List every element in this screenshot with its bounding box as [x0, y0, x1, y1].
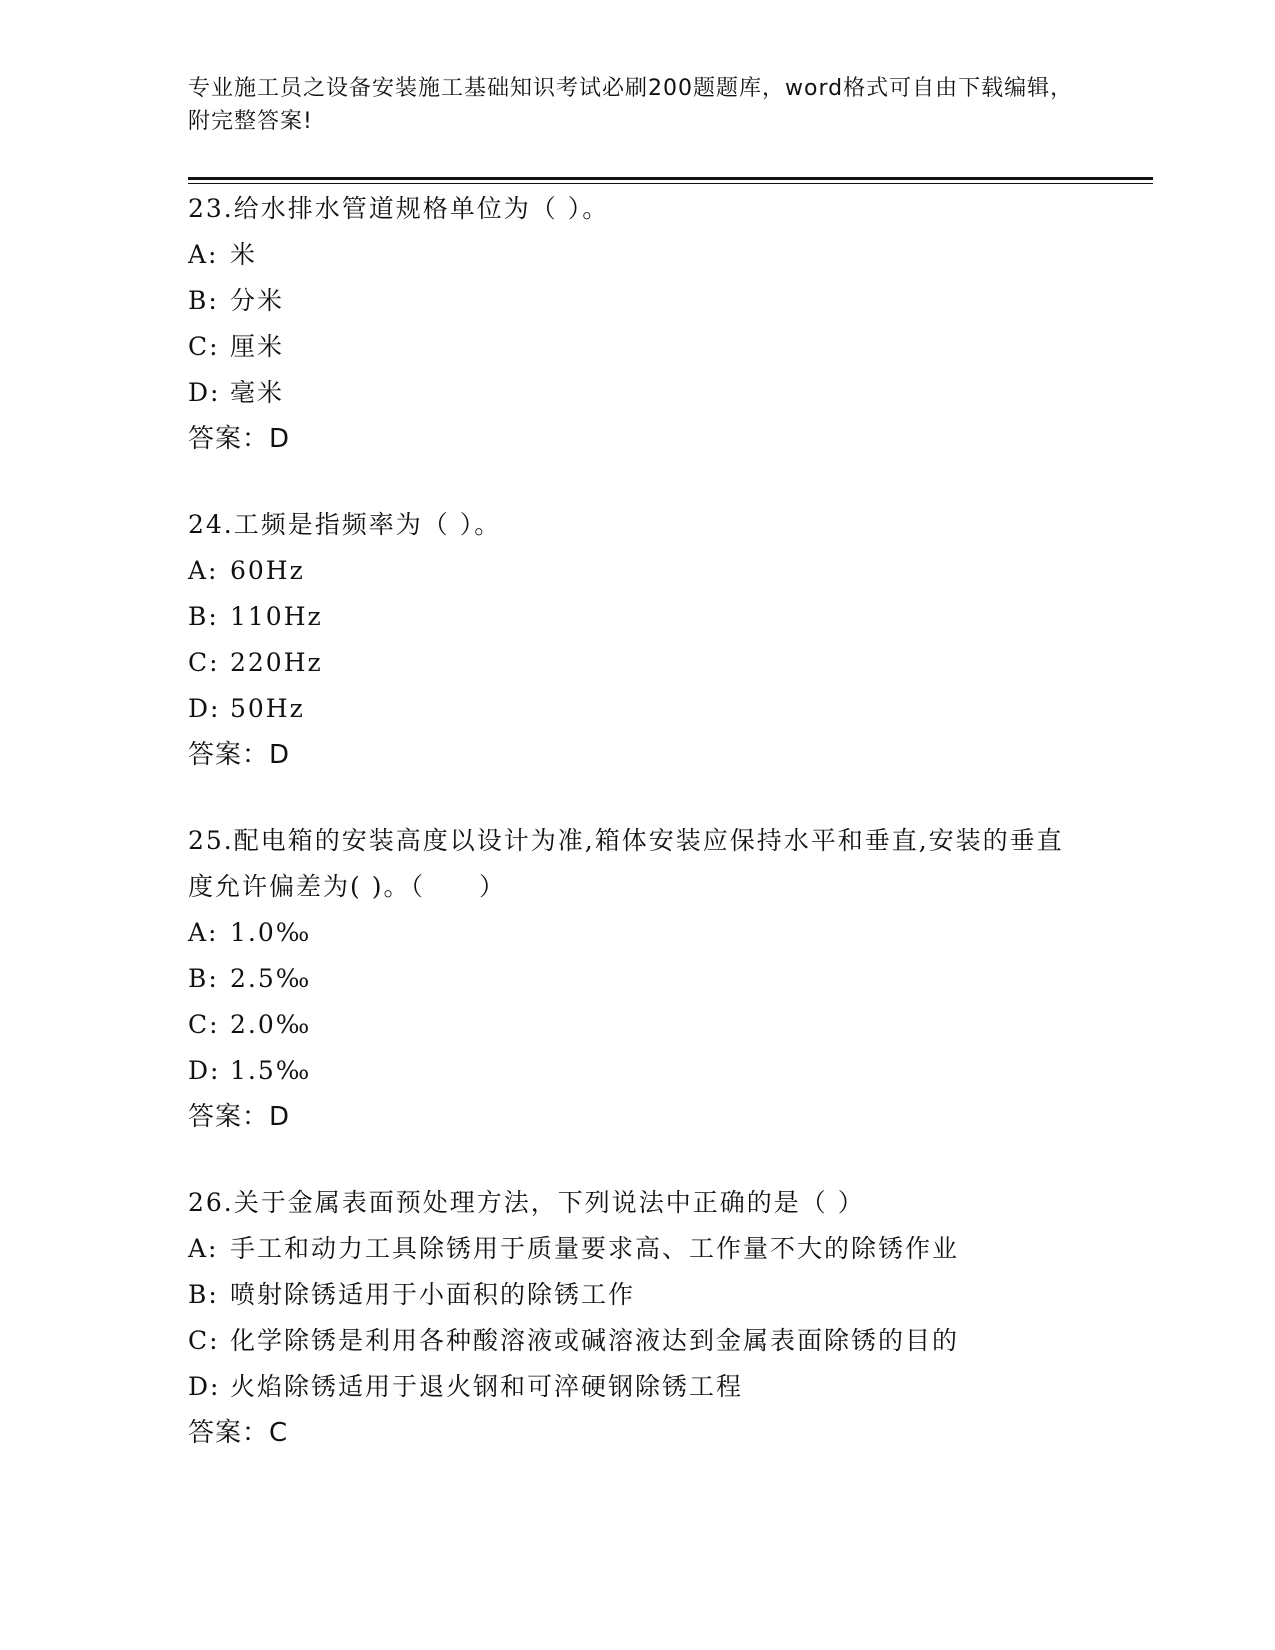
option-c [188, 640, 1088, 686]
option-letter: A: [188, 1234, 219, 1263]
option-letter: B: [188, 1280, 219, 1309]
option-letter: B: [188, 602, 219, 631]
option-text: 米 [230, 240, 258, 269]
option-letter: D: [188, 694, 221, 723]
option-letter: C: [188, 1326, 220, 1355]
option-letter: B: [188, 286, 219, 315]
answer-line: 答案：D [188, 424, 291, 454]
option-letter: D: [188, 1056, 221, 1085]
question-text: 24.工频是指频率为（ ）。 [188, 510, 502, 539]
option-letter: A: [188, 556, 219, 585]
option-letter: B: [188, 964, 219, 993]
question-24 [188, 502, 1088, 778]
option-a [188, 232, 1088, 278]
document-title: 专业施工员之设备安装施工基础知识考试必刷200题题库，word格式可自由下载编辑，附完整答案! [188, 76, 1074, 134]
option-text: 化学除锈是利用各种酸溶液或碱溶液达到金属表面除锈的目的 [230, 1326, 960, 1355]
option-letter: A: [188, 918, 219, 947]
question-text: 25.配电箱的安装高度以设计为准,箱体安装应保持水平和垂直,安装的垂直度允许偏差为( )。（ ） [188, 826, 1064, 901]
option-text: 1.0‰ [230, 918, 312, 947]
question-23 [188, 186, 1088, 462]
answer-line: 答案：D [188, 1102, 291, 1132]
option-text: 毫米 [230, 378, 285, 407]
option-text: 220Hz [230, 648, 323, 677]
option-letter: C: [188, 1010, 220, 1039]
option-text: 手工和动力工具除锈用于质量要求高、工作量不大的除锈作业 [230, 1234, 960, 1263]
option-b [188, 594, 1088, 640]
header-divider-thin [188, 183, 1153, 184]
option-a [188, 910, 1088, 956]
option-text: 喷射除锈适用于小面积的除锈工作 [230, 1280, 636, 1309]
option-letter: D: [188, 1372, 221, 1401]
option-letter: A: [188, 240, 219, 269]
option-letter: C: [188, 648, 220, 677]
option-text: 厘米 [230, 332, 285, 361]
option-c [188, 324, 1088, 370]
question-text: 26.关于金属表面预处理方法，下列说法中正确的是（ ） [188, 1188, 865, 1217]
option-d [188, 686, 1088, 732]
option-a [188, 1226, 1088, 1272]
option-text: 2.5‰ [230, 964, 312, 993]
option-letter: D: [188, 378, 221, 407]
option-b [188, 1272, 1088, 1318]
option-b [188, 956, 1088, 1002]
option-d [188, 1364, 1088, 1410]
option-text: 110Hz [230, 602, 323, 631]
option-text: 火焰除锈适用于退火钢和可淬硬钢除锈工程 [230, 1372, 744, 1401]
option-text: 2.0‰ [230, 1010, 312, 1039]
option-letter: C: [188, 332, 220, 361]
option-text: 1.5‰ [230, 1056, 312, 1085]
question-text: 23.给水排水管道规格单位为（ ）。 [188, 194, 610, 223]
question-25 [188, 818, 1088, 1140]
answer-line: 答案：D [188, 740, 291, 770]
option-text: 50Hz [230, 694, 305, 723]
header-divider-thick [188, 177, 1153, 180]
option-d [188, 1048, 1088, 1094]
question-26 [188, 1180, 1088, 1456]
option-c [188, 1002, 1088, 1048]
option-a [188, 548, 1088, 594]
option-c [188, 1318, 1088, 1364]
option-text: 60Hz [230, 556, 305, 585]
answer-line: 答案：C [188, 1418, 289, 1448]
option-b [188, 278, 1088, 324]
option-d [188, 370, 1088, 416]
option-text: 分米 [230, 286, 285, 315]
